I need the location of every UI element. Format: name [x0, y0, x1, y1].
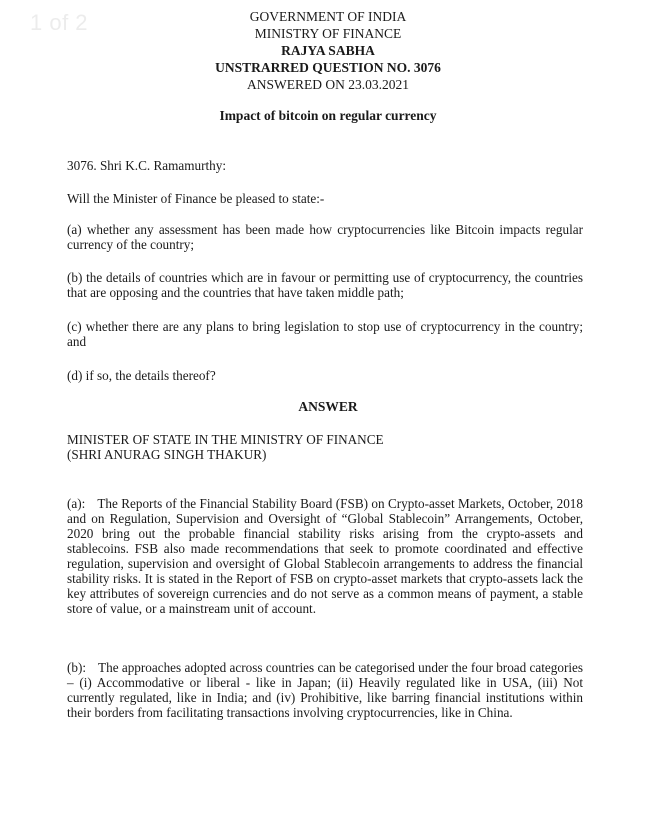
answer-label-a: (a): [67, 496, 86, 511]
question-subject: Impact of bitcoin on regular currency [219, 108, 437, 123]
question-number: 3076. [67, 158, 97, 173]
question-asker [67, 158, 583, 173]
answer-paragraph-a [67, 496, 583, 616]
answer-label-b: (b): [67, 660, 87, 675]
answer-text-b: The approaches adopted across countries can be categorised under the four broad categories – (i) Accommodative or liberal - like in Japan; (ii) Heavily regulated like in USA, (iii) Not currently regulated, like in India; and (iv) Prohibitive, like barring financial institutions within their borders from facilitating transactions involving cryptocurrencies, like in China. [67, 660, 583, 720]
answer-text-a: The Reports of the Financial Stability Board (FSB) on Crypto-asset Markets, October, 2018 and on Regulation, Supervision and Oversight of “Global Stablecoin” Arrangements, October, 2020 bring out the probable financial stability risks arising from the crypto-assets and stablecoins. FSB also made recommendations that seek to promote coordinated and effective regulation, supervision and oversight of Global Stablecoin arrangements to address the financial stability risks. It is stated in the Report of FSB on crypto-asset markets that crypto-assets lack the key attributes of sovereign currencies and do not serve as a common means of payment, a stable store of value, or a mainstream unit of account. [67, 496, 583, 616]
answer-heading: ANSWER [298, 399, 358, 414]
header-ministry: MINISTRY OF FINANCE [254, 26, 402, 41]
question-part-a: (a) whether any assessment has been made how cryptocurrencies like Bitcoin impacts regular currency of the country; [67, 222, 583, 252]
page-counter: 1 of 2 [30, 10, 89, 35]
member-name: Shri K.C. Ramamurthy: [99, 158, 226, 173]
question-part-c: (c) whether there are any plans to bring legislation to stop use of cryptocurrency in the country; and [67, 319, 583, 349]
header-government: GOVERNMENT OF INDIA [249, 9, 407, 24]
question-part-b: (b) the details of countries which are in favour or permitting use of cryptocurrency, the countries that are opposing and the countries that have taken middle path; [67, 270, 583, 300]
minister-name: (SHRI ANURAG SINGH THAKUR) [67, 447, 267, 462]
answer-paragraph-b [67, 660, 583, 720]
document-header [0, 8, 656, 93]
question-part-d: (d) if so, the details thereof? [67, 368, 216, 383]
header-question-number: UNSTRARRED QUESTION NO. 3076 [215, 60, 441, 75]
header-house: RAJYA SABHA [281, 43, 375, 58]
header-answer-date: ANSWERED ON 23.03.2021 [247, 77, 409, 92]
question-intro: Will the Minister of Finance be pleased to state:- [67, 191, 325, 206]
minister-block [67, 432, 583, 462]
minister-title: MINISTER OF STATE IN THE MINISTRY OF FINANCE [67, 432, 384, 447]
